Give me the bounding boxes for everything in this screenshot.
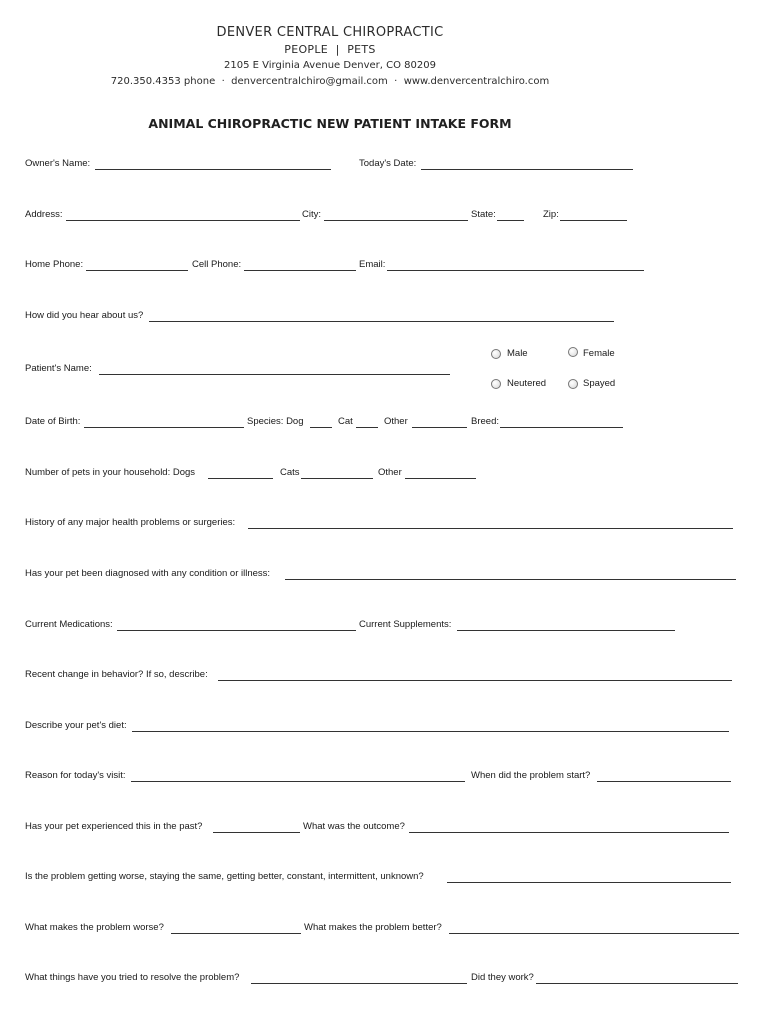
outcome-field[interactable] <box>409 832 729 833</box>
clinic-contact <box>0 76 660 87</box>
makes-better-label: What makes the problem better? <box>304 922 442 933</box>
pets-cats-field[interactable] <box>301 478 373 479</box>
zip-label: Zip: <box>543 209 559 220</box>
email-label: Email: <box>359 259 386 270</box>
supplements-label: Current Supplements: <box>359 619 452 630</box>
clinic-website: www.denvercentralchiro.com <box>403 76 550 87</box>
neutered-radio-label: Neutered <box>507 378 547 389</box>
outcome-label: What was the outcome? <box>303 821 405 832</box>
experienced-before-label: Has your pet experienced this in the past? <box>25 821 203 832</box>
zip-field[interactable] <box>560 220 627 221</box>
diet-label: Describe your pet's diet: <box>25 720 127 731</box>
health-history-field[interactable] <box>248 528 733 529</box>
species-other-field[interactable] <box>412 427 467 428</box>
pets-dogs-label: Number of pets in your household: Dogs <box>25 467 196 478</box>
pets-cats-label: Cats <box>280 467 300 478</box>
problem-trend-label: Is the problem getting worse, staying the same, getting better, constant, intermittent, unknown? <box>25 871 424 882</box>
makes-worse-field[interactable] <box>171 933 301 934</box>
state-label: State: <box>471 209 496 220</box>
clinic-address: 2105 E Virginia Avenue Denver, CO 80209 <box>224 60 436 71</box>
email-field[interactable] <box>387 270 644 271</box>
spayed-radio[interactable] <box>568 379 578 389</box>
clinic-email: denvercentralchiro@gmail.com <box>231 76 388 87</box>
medications-field[interactable] <box>117 630 356 631</box>
experienced-before-field[interactable] <box>213 832 300 833</box>
home-phone-field[interactable] <box>86 270 188 271</box>
spayed-radio-label: Spayed <box>583 378 616 389</box>
breed-field[interactable] <box>500 427 623 428</box>
hear-about-field[interactable] <box>149 321 614 322</box>
clinic-phone: 720.350.4353 phone <box>110 76 216 87</box>
health-history-label: History of any major health problems or surgeries: <box>25 517 236 528</box>
todays-date-field[interactable] <box>421 169 633 170</box>
hear-about-label: How did you hear about us? <box>25 310 144 321</box>
date-of-birth-label: Date of Birth: <box>25 416 81 427</box>
city-label: City: <box>302 209 321 220</box>
diagnosed-label: Has your pet been diagnosed with any condition or illness: <box>25 568 271 579</box>
medications-label: Current Medications: <box>25 619 113 630</box>
todays-date-label: Today's Date: <box>359 158 417 169</box>
male-radio-label: Male <box>507 348 528 359</box>
species-cat-field[interactable] <box>356 427 378 428</box>
neutered-radio[interactable] <box>491 379 501 389</box>
problem-start-field[interactable] <box>597 781 731 782</box>
pets-dogs-field[interactable] <box>208 478 273 479</box>
pets-other-field[interactable] <box>405 478 476 479</box>
female-radio[interactable] <box>568 347 578 357</box>
supplements-field[interactable] <box>457 630 675 631</box>
makes-better-field[interactable] <box>449 933 739 934</box>
clinic-tagline: PEOPLE | PETS <box>284 43 376 56</box>
address-field[interactable] <box>66 220 300 221</box>
owners-name-label: Owner's Name: <box>25 158 91 169</box>
home-phone-label: Home Phone: <box>25 259 84 270</box>
species-cat-label: Cat <box>338 416 353 427</box>
behavior-field[interactable] <box>218 680 732 681</box>
reason-field[interactable] <box>131 781 465 782</box>
form-title: ANIMAL CHIROPRACTIC NEW PATIENT INTAKE FORM <box>148 116 512 131</box>
diet-field[interactable] <box>132 731 729 732</box>
city-field[interactable] <box>324 220 468 221</box>
clinic-name: DENVER CENTRAL CHIROPRACTIC <box>216 25 444 40</box>
tried-resolve-label: What things have you tried to resolve the problem? <box>25 972 240 983</box>
owners-name-field[interactable] <box>95 169 331 170</box>
cell-phone-field[interactable] <box>244 270 356 271</box>
date-of-birth-field[interactable] <box>84 427 244 428</box>
contact-separator: · <box>221 76 225 87</box>
pets-other-label: Other <box>378 467 402 478</box>
female-radio-label: Female <box>583 348 615 359</box>
state-field[interactable] <box>497 220 524 221</box>
species-other-label: Other <box>384 416 408 427</box>
contact-separator: · <box>394 76 398 87</box>
reason-label: Reason for today's visit: <box>25 770 126 781</box>
diagnosed-field[interactable] <box>285 579 736 580</box>
address-label: Address: <box>25 209 63 220</box>
species-dog-field[interactable] <box>310 427 332 428</box>
patients-name-field[interactable] <box>99 374 450 375</box>
male-radio[interactable] <box>491 349 501 359</box>
problem-trend-field[interactable] <box>447 882 731 883</box>
makes-worse-label: What makes the problem worse? <box>25 922 164 933</box>
behavior-label: Recent change in behavior? If so, describe: <box>25 669 208 680</box>
did-they-work-label: Did they work? <box>471 972 534 983</box>
did-they-work-field[interactable] <box>536 983 738 984</box>
patients-name-label: Patient's Name: <box>25 363 92 374</box>
cell-phone-label: Cell Phone: <box>192 259 242 270</box>
tried-resolve-field[interactable] <box>251 983 467 984</box>
breed-label: Breed: <box>471 416 499 427</box>
problem-start-label: When did the problem start? <box>471 770 591 781</box>
species-dog-label: Species: Dog <box>247 416 304 427</box>
